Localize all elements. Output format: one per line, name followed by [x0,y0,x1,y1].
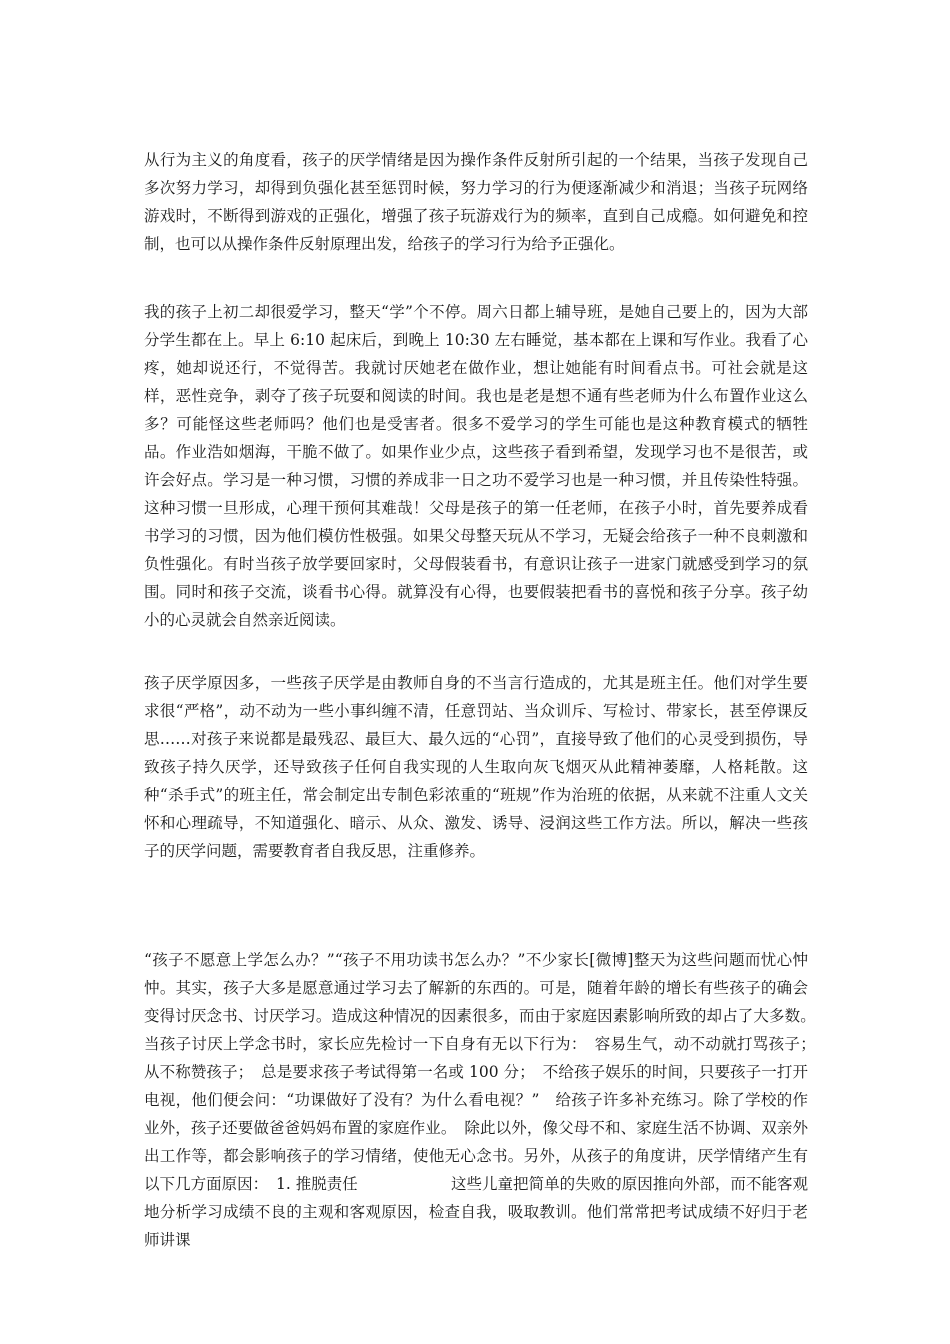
paragraph-teacher-causes: 孩子厌学原因多，一些孩子厌学是由教师自身的不当言行造成的，尤其是班主任。他们对学生要求很“严格”，动不动为一些小事纠缠不清，任意罚站、当众训斥、写检讨、带家长，甚至停课反思……对孩子来说都是最残忍、最巨大、最久远的“心罚”，直接导致了他们的心灵受到损伤，导致孩子持久厌学，还导致孩子任何自我实现的人生取向灰飞烟灭从此精神萎靡，人格耗散。这种“杀手式”的班主任，常会制定出专制色彩浓重的“班规”作为治班的依据，从来就不注重人文关怀和心理疏导，不知道强化、暗示、从众、激发、诱导、浸润这些工作方法。所以，解决一些孩子的厌学问题，需要教育者自我反思，注重修养。 [144,674,808,860]
paragraph-family-causes: “孩子不愿意上学怎么办？”“孩子不用功读书怎么办？”不少家长[微博]整天为这些问题而忧心忡忡。其实，孩子大多是愿意通过学习去了解新的东西的。可是，随着年龄的增长有些孩子的确会变得讨厌念书、讨厌学习。造成这种情况的因素很多，而由于家庭因素影响所致的却占了大多数。 当孩子讨厌上学念书时，家长应先检讨一下自身有无以下行为： 容易生气，动不动就打骂孩子； 从不称赞孩子； 总是要求孩子考试得第一名或 100 分； 不给孩子娱乐的时间，只要孩子一打开电视，他们便会问：“功课做好了没有？为什么看电视？” 给孩子许多补充练习。除了学校的作业外，孩子还要做爸爸妈妈布置的家庭作业。 除此以外，像父母不和、家庭生活不协调、双亲外出工作等，都会影响孩子的学习情绪，使他无心念书。另外，从孩子的角度讲，厌学情绪产生有以下几方面原因： 1. 推脱责任 这些儿童把简单的失败的原因推向外部，而不能客观地分析学习成绩不良的主观和客观原因，检查自我，吸取教训。他们常常把考试成绩不好归于老师讲课 [144,951,902,1249]
paragraph-parent-story: 我的孩子上初二却很爱学习，整天“学”个不停。周六日都上辅导班，是她自己要上的，因为大部分学生都在上。早上 6:10 起床后，到晚上 10:30 左右睡觉，基本都在上课和写作业。我看了心疼，她却说还行，不觉得苦。我就讨厌她老在做作业，想让她能有时间看点书。可社会就是这样，恶性竞争，剥夺了孩子玩耍和阅读的时间。我也是老是想不通有些老师为什么布置作业这么多？可能怪这些老师吗？他们也是受害者。很多不爱学习的学生可能也是这种教育模式的牺牲品。作业浩如烟海，干脆不做了。如果作业少点，这些孩子看到希望，发现学习也不是很苦，或许会好点。学习是一种习惯，习惯的养成非一日之功不爱学习也是一种习惯，并且传染性特强。这种习惯一旦形成，心理干预何其难哉！父母是孩子的第一任老师，在孩子小时，首先要养成看书学习的习惯，因为他们模仿性极强。如果父母整天玩从不学习，无疑会给孩子一种不良刺激和负性强化。有时当孩子放学要回家时，父母假装看书，有意识让孩子一进家门就感受到学习的氛围。同时和孩子交流，谈看书心得。就算没有心得，也要假装把看书的喜悦和孩子分享。孩子幼小的心灵就会自然亲近阅读。 [144,303,808,629]
paragraph-behaviorism: 从行为主义的角度看，孩子的厌学情绪是因为操作条件反射所引起的一个结果，当孩子发现自己多次努力学习，却得到负强化甚至惩罚时候，努力学习的行为便逐渐减少和消退；当孩子玩网络游戏时，不断得到游戏的正强化，增强了孩子玩游戏行为的频率，直到自己成瘾。如何避免和控制，也可以从操作条件反射原理出发，给孩子的学习行为给予正强化。 [144,151,808,253]
